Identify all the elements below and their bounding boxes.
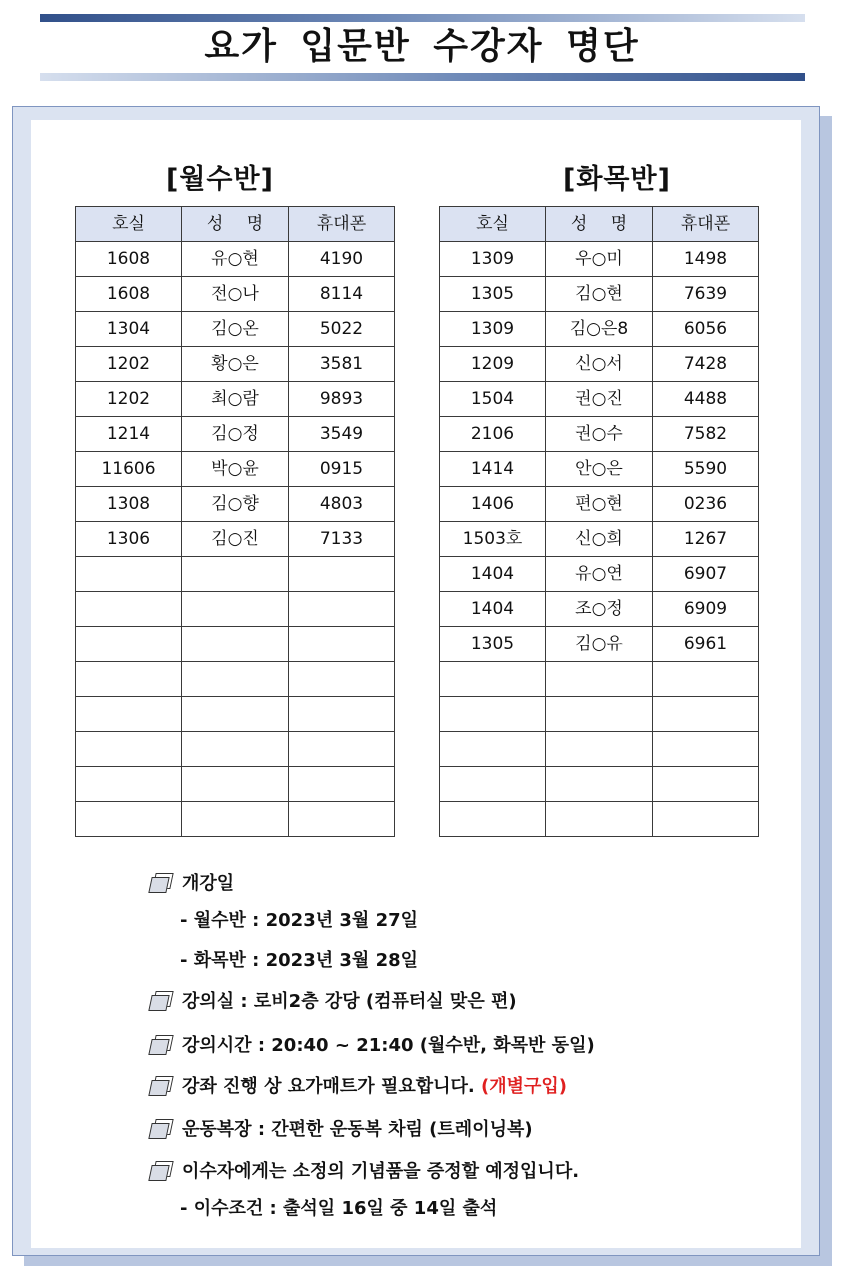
column-header: 휴대폰 (289, 207, 395, 242)
table-row (76, 452, 395, 487)
page-title: 요가 입문반 수강자 명단 (204, 26, 640, 67)
phone-cell (653, 662, 759, 697)
name-cell: 김○은8 (546, 312, 653, 347)
name-cell: 박○윤 (182, 452, 289, 487)
name-cell (182, 557, 289, 592)
room-cell (76, 627, 182, 662)
phone-cell: 0915 (289, 452, 395, 487)
table-row (76, 697, 395, 732)
name-cell (182, 732, 289, 767)
table-row (440, 277, 759, 312)
table-row (76, 487, 395, 522)
note-dress (150, 1116, 533, 1144)
room-cell (440, 662, 546, 697)
name-cell (182, 592, 289, 627)
table-row (440, 487, 759, 522)
room-cell: 1305 (440, 277, 546, 312)
checkbox-icon (150, 1035, 172, 1053)
name-cell: 김○진 (182, 522, 289, 557)
checkbox-icon (150, 1161, 172, 1179)
name-cell: 신○희 (546, 522, 653, 557)
room-cell (76, 697, 182, 732)
name-cell: 김○향 (182, 487, 289, 522)
table-row (76, 557, 395, 592)
name-cell (546, 802, 653, 837)
name-cell (546, 662, 653, 697)
table-row (76, 417, 395, 452)
note-mat (150, 1073, 567, 1101)
table-row (440, 732, 759, 767)
name-cell: 유○연 (546, 557, 653, 592)
phone-cell: 8114 (289, 277, 395, 312)
table-row (440, 662, 759, 697)
table-row (440, 452, 759, 487)
table-row (440, 242, 759, 277)
phone-cell: 5022 (289, 312, 395, 347)
table-row (76, 312, 395, 347)
phone-cell: 4803 (289, 487, 395, 522)
name-cell: 편○현 (546, 487, 653, 522)
room-cell: 1406 (440, 487, 546, 522)
room-cell: 1202 (76, 382, 182, 417)
note-room (150, 988, 517, 1016)
phone-cell: 1267 (653, 522, 759, 557)
phone-cell: 7428 (653, 347, 759, 382)
table-row (440, 347, 759, 382)
phone-cell (289, 662, 395, 697)
phone-cell (653, 732, 759, 767)
room-cell (440, 802, 546, 837)
phone-cell: 6961 (653, 627, 759, 662)
table-row (76, 242, 395, 277)
phone-cell (289, 697, 395, 732)
name-cell: 최○람 (182, 382, 289, 417)
room-cell (440, 767, 546, 802)
room-cell: 1404 (440, 557, 546, 592)
room-cell: 1309 (440, 242, 546, 277)
room-cell: 1504 (440, 382, 546, 417)
name-cell (182, 802, 289, 837)
group-title-tue-thu: [화목반] (563, 164, 671, 195)
room-cell: 1214 (76, 417, 182, 452)
phone-cell: 6056 (653, 312, 759, 347)
title-top-bar (40, 14, 805, 22)
phone-cell: 4190 (289, 242, 395, 277)
room-cell: 1309 (440, 312, 546, 347)
table-row (76, 732, 395, 767)
note-time-text: 강의시간 : 20:40 ~ 21:40 (월수반, 화목반 동일) (182, 1035, 595, 1056)
name-cell (546, 697, 653, 732)
phone-cell: 5590 (653, 452, 759, 487)
phone-cell: 1498 (653, 242, 759, 277)
name-cell: 권○진 (546, 382, 653, 417)
room-cell: 11606 (76, 452, 182, 487)
room-cell (440, 732, 546, 767)
phone-cell: 6909 (653, 592, 759, 627)
room-cell: 1305 (440, 627, 546, 662)
phone-cell: 9893 (289, 382, 395, 417)
table-row (76, 767, 395, 802)
phone-cell (289, 802, 395, 837)
table-row (76, 627, 395, 662)
room-cell: 1404 (440, 592, 546, 627)
column-header: 호실 (440, 207, 546, 242)
phone-cell: 4488 (653, 382, 759, 417)
phone-cell (289, 592, 395, 627)
note-opening-tue-thu: - 화목반 : 2023년 3월 28일 (180, 950, 419, 971)
table-row (440, 767, 759, 802)
room-cell: 1306 (76, 522, 182, 557)
room-cell (76, 592, 182, 627)
note-time (150, 1032, 595, 1060)
table-row (76, 592, 395, 627)
roster-table-mon-wed (75, 206, 395, 837)
table-header-row (76, 207, 395, 242)
phone-cell: 6907 (653, 557, 759, 592)
name-cell (182, 662, 289, 697)
room-cell (76, 767, 182, 802)
room-cell: 1608 (76, 242, 182, 277)
checkbox-icon (150, 1076, 172, 1094)
table-row (440, 522, 759, 557)
name-cell (182, 697, 289, 732)
note-opening-text: 개강일 (182, 873, 235, 894)
room-cell (440, 697, 546, 732)
note-dress-text: 운동복장 : 간편한 운동복 차림 (트레이닝복) (182, 1119, 533, 1140)
name-cell: 우○미 (546, 242, 653, 277)
table-header-row (440, 207, 759, 242)
name-cell: 신○서 (546, 347, 653, 382)
table-row (440, 382, 759, 417)
phone-cell: 7639 (653, 277, 759, 312)
name-cell: 유○현 (182, 242, 289, 277)
note-gift-text: 이수자에게는 소정의 기념품을 증정할 예정입니다. (182, 1161, 580, 1182)
room-cell: 1308 (76, 487, 182, 522)
room-cell: 1202 (76, 347, 182, 382)
note-gift-condition: - 이수조건 : 출석일 16일 중 14일 출석 (180, 1198, 498, 1219)
column-header: 호실 (76, 207, 182, 242)
phone-cell (653, 802, 759, 837)
phone-cell: 7133 (289, 522, 395, 557)
note-mat-text: 강좌 진행 상 요가매트가 필요합니다. (182, 1076, 481, 1097)
phone-cell: 0236 (653, 487, 759, 522)
name-cell: 조○정 (546, 592, 653, 627)
phone-cell: 3549 (289, 417, 395, 452)
phone-cell: 7582 (653, 417, 759, 452)
table-row (440, 312, 759, 347)
name-cell: 김○온 (182, 312, 289, 347)
checkbox-icon (150, 1119, 172, 1137)
table-row (440, 417, 759, 452)
room-cell (76, 802, 182, 837)
room-cell (76, 732, 182, 767)
room-cell (76, 662, 182, 697)
note-mat-highlight: (개별구입) (481, 1076, 568, 1097)
phone-cell (289, 732, 395, 767)
checkbox-icon (150, 991, 172, 1009)
name-cell (546, 767, 653, 802)
name-cell: 김○현 (546, 277, 653, 312)
phone-cell (289, 767, 395, 802)
table-row (76, 277, 395, 312)
phone-cell (653, 697, 759, 732)
phone-cell (289, 627, 395, 662)
table-row (76, 662, 395, 697)
room-cell (76, 557, 182, 592)
column-header: 휴대폰 (653, 207, 759, 242)
phone-cell (289, 557, 395, 592)
room-cell: 1209 (440, 347, 546, 382)
room-cell: 2106 (440, 417, 546, 452)
table-row (440, 557, 759, 592)
phone-cell: 3581 (289, 347, 395, 382)
room-cell: 1608 (76, 277, 182, 312)
group-title-mon-wed: [월수반] (166, 164, 274, 195)
name-cell: 안○은 (546, 452, 653, 487)
column-header: 성 명 (182, 207, 289, 242)
table-row (76, 382, 395, 417)
note-room-text: 강의실 : 로비2층 강당 (컴퓨터실 맞은 편) (182, 991, 517, 1012)
room-cell: 1503호 (440, 522, 546, 557)
note-opening-mon-wed: - 월수반 : 2023년 3월 27일 (180, 910, 419, 931)
table-row (440, 802, 759, 837)
name-cell (182, 767, 289, 802)
name-cell: 권○수 (546, 417, 653, 452)
title-bottom-bar (40, 73, 805, 81)
table-row (76, 802, 395, 837)
table-row (440, 627, 759, 662)
note-gift (150, 1158, 579, 1186)
name-cell: 황○은 (182, 347, 289, 382)
name-cell (182, 627, 289, 662)
name-cell (546, 732, 653, 767)
table-row (440, 697, 759, 732)
name-cell: 김○정 (182, 417, 289, 452)
column-header: 성 명 (546, 207, 653, 242)
name-cell: 전○나 (182, 277, 289, 312)
roster-table-tue-thu (439, 206, 759, 837)
name-cell: 김○유 (546, 627, 653, 662)
table-row (76, 347, 395, 382)
checkbox-icon (150, 873, 172, 891)
room-cell: 1414 (440, 452, 546, 487)
phone-cell (653, 767, 759, 802)
note-opening (150, 870, 234, 898)
table-row (440, 592, 759, 627)
table-row (76, 522, 395, 557)
room-cell: 1304 (76, 312, 182, 347)
